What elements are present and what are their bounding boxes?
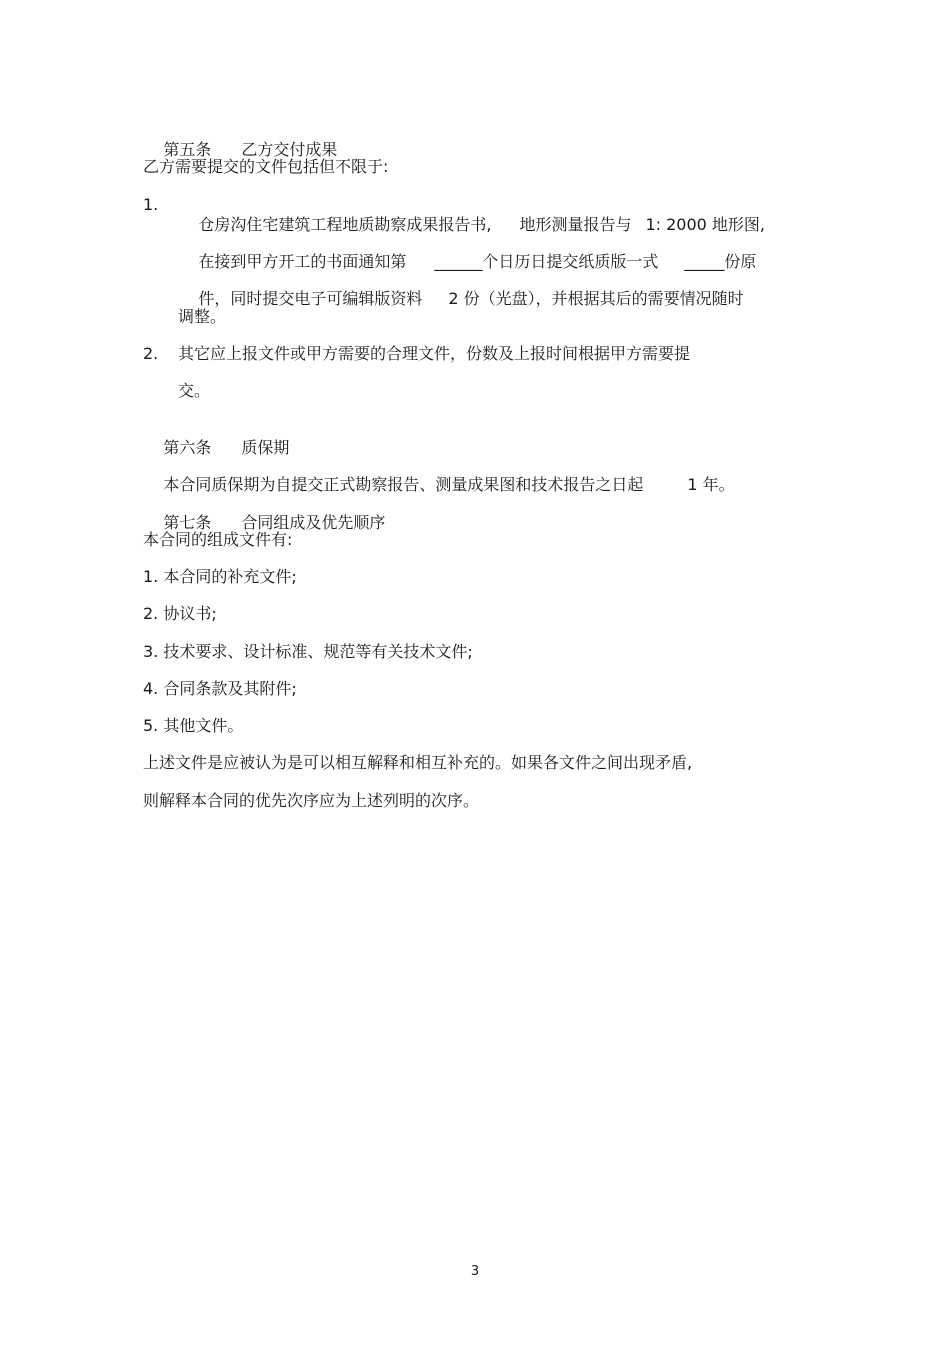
article-5-item-1-line-2: 在接到甲方开工的书面通知第 ______个日历日提交纸质版一式 _____份原 (198, 252, 757, 271)
article-5-number: 第五条 (163, 140, 212, 159)
list-item: 3. 技术要求、设计标准、规范等有关技术文件; (143, 642, 473, 661)
article-5-item-1-line-1: 仓房沟住宅建筑工程地质勘察成果报告书, 地形测量报告与 1: 2000 地形图, (198, 215, 766, 234)
article-6-number: 第六条 (163, 438, 212, 457)
list-item-number: 2. (143, 344, 159, 363)
article-7-number: 第七条 (163, 513, 212, 532)
list-item-number: 1. (143, 195, 159, 214)
article-5-item-2-line-2: 交。 (178, 381, 211, 400)
article-7-title: 合同组成及优先顺序 (241, 513, 386, 532)
article-5-item-2-line-1: 其它应上报文件或甲方需要的合理文件，份数及上报时间根据甲方需要提 (178, 344, 691, 363)
article-5-title: 乙方交付成果 (241, 140, 338, 159)
article-7-closing-line-2: 则解释本合同的优先次序应为上述列明的次序。 (143, 791, 480, 810)
article-6-text: 本合同质保期为自提交正式勘察报告、测量成果图和技术报告之日起 1 年。 (163, 475, 735, 494)
list-item: 1. 本合同的补充文件; (143, 567, 297, 586)
list-item: 2. 协议书; (143, 604, 217, 623)
article-5-item-1-line-4: 调整。 (178, 307, 227, 326)
article-5-item-1-line-3: 件，同时提交电子可编辑版资料 2 份（光盘），并根据其后的需要情况随时 (198, 289, 744, 308)
list-item: 5. 其他文件。 (143, 716, 244, 735)
page-number: 3 (470, 1264, 480, 1279)
article-7-closing-line-1: 上述文件是应被认为是可以相互解释和相互补充的。如果各文件之间出现矛盾, (143, 753, 693, 772)
article-5-intro: 乙方需要提交的文件包括但不限于: (143, 157, 389, 176)
article-6-title: 质保期 (241, 438, 290, 457)
list-item: 4. 合同条款及其附件; (143, 679, 297, 698)
article-7-intro: 本合同的组成文件有: (143, 530, 293, 549)
